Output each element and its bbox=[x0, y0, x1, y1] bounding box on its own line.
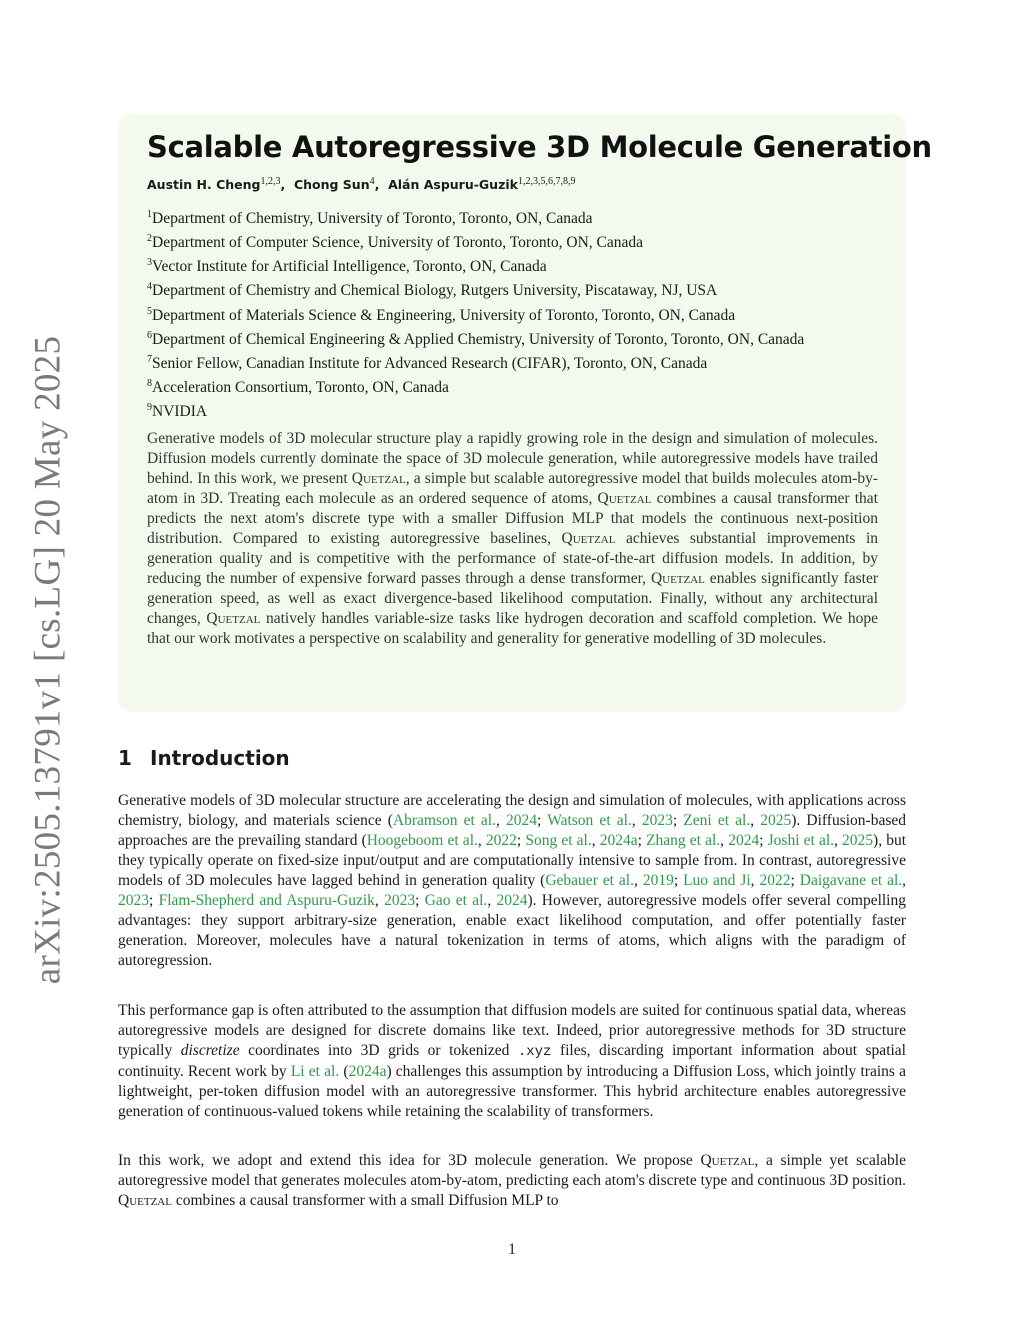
citation-link[interactable]: Watson et al. bbox=[547, 812, 632, 829]
affiliation: $^8$Acceleration Consortium, Toronto, ON, Canada bbox=[147, 378, 449, 397]
abstract-text: Generative models of 3D molecular structure play a rapidly growing role in the design and simulation of molecules. Diffusion models currently dominate the space of 3D molecule generation, while autoregressive models have trailed behind. In this work, we present Quetzal, a simple but scalable autoregressive model that builds molecules atom-by-atom in 3D. Treating each molecule as an ordered sequence of atoms, Quetzal combines a causal transformer that predicts the next atom's discrete type with a smaller Diffusion MLP that models the continuous next-position distribution. Compared to existing autoregressive baselines, Quetzal achieves substantial improvements in generation quality and is competitive with the performance of state-of-the-art diffusion models. In addition, by reducing the number of expensive forward passes through a dense transformer, Quetzal enables significantly faster generation speed, as well as exact divergence-based likelihood computation. Finally, without any architectural changes, Quetzal natively handles variable-size tasks like hydrogen decoration and scaffold completion. We hope that our work motivates a perspective on scalability and generality for generative modelling of 3D molecules. bbox=[147, 430, 879, 647]
citation-link[interactable]: 2023 bbox=[384, 892, 416, 909]
intro-paragraph: This performance gap is often attributed to the assumption that diffusion models are suited for continuous spatial data, whereas autoregressive models are designed for discrete domains like text. Indeed, prior autoregressive methods for 3D structure typically discretize coordinates into 3D grids or tokenized .xyz files, discarding important information about spatial continuity. Recent work by Li et al. (2024a) challenges this assumption by introducing a Diffusion Loss, which jointly trains a lightweight, per-token diffusion model with an autoregressive transformer. This hybrid architecture enables autoregressive generation of continuous-valued tokens while retaining the scalability of transformers. bbox=[118, 1002, 906, 1120]
model-name: Quetzal bbox=[597, 490, 652, 507]
section-heading bbox=[118, 746, 290, 770]
page-number: 1 bbox=[508, 1241, 516, 1258]
author-name: Chong Sun bbox=[293, 177, 370, 193]
author-affiliation-marks: 1,2,3,5,6,7,8,9 bbox=[517, 176, 576, 187]
citation-link[interactable]: 2025 bbox=[842, 832, 874, 849]
affiliation: $^7$Senior Fellow, Canadian Institute for Advanced Research (CIFAR), Toronto, ON, Canada bbox=[147, 353, 708, 373]
citation-link[interactable]: Zeni et al. bbox=[683, 812, 751, 829]
author-affiliation-marks: 1,2,3 bbox=[260, 176, 281, 187]
model-name: Quetzal bbox=[118, 1192, 172, 1209]
citation-link[interactable]: 2024 bbox=[506, 812, 538, 829]
citation-link[interactable]: Joshi et al. bbox=[767, 832, 835, 849]
author-list: Austin H. Cheng$^{1,2,3}$, Chong Sun$^4$, Alán Aspuru-Guzik$^{1,2,3,5,6,7,8,9}$ bbox=[147, 176, 576, 193]
citation-link[interactable]: 2024a bbox=[599, 832, 638, 849]
citation-link[interactable]: Daigavane et al. bbox=[799, 872, 903, 889]
citation-link[interactable]: Hoogeboom et al. bbox=[366, 832, 478, 849]
citation-link[interactable]: 2019 bbox=[642, 872, 674, 889]
affiliation: $^2$Department of Computer Science, University of Toronto, Toronto, ON, Canada bbox=[147, 233, 643, 252]
citation-link[interactable]: 2022 bbox=[485, 832, 517, 849]
citation-link[interactable]: 2023 bbox=[118, 892, 149, 909]
citation-link[interactable]: Flam-Shepherd and Aspuru-Guzik bbox=[158, 892, 375, 909]
model-name: Quetzal bbox=[561, 530, 616, 547]
intro-paragraph: In this work, we adopt and extend this idea for 3D molecule generation. We propose Quetzal, a simple yet scalable autoregressive model that generates molecules atom-by-atom, predicting each atom's discrete type and continuous 3D position. Quetzal combines a causal transformer with a small Diffusion MLP to bbox=[118, 1152, 906, 1209]
citation-link[interactable]: Li et al. bbox=[290, 1063, 340, 1080]
affiliation: $^5$Department of Materials Science & Engineering, University of Toronto, Toronto, ON, Canada bbox=[147, 305, 736, 324]
section-title: Introduction bbox=[150, 746, 290, 770]
model-name: Quetzal bbox=[351, 470, 406, 487]
affiliation: $^3$Vector Institute for Artificial Intelligence, Toronto, ON, Canada bbox=[147, 257, 547, 276]
model-name: Quetzal bbox=[206, 610, 261, 627]
citation-link[interactable]: 2024 bbox=[496, 892, 528, 909]
arxiv-identifier: arXiv:2505.13791v1 [cs.LG] 20 May 2025 bbox=[27, 335, 69, 985]
author-name: Alán Aspuru-Guzik bbox=[388, 177, 518, 193]
intro-paragraph: Generative models of 3D molecular structure are accelerating the design and simulation of molecules, with applications across chemistry, biology, and materials science (Abramson et al., 2024; Watson et al., 2023; Zeni et al., 2025). Diffusion-based approaches are the prevailing standard (Hoogeboom et al., 2022; Song et al., 2024a; Zhang et al., 2024; Joshi et al., 2025), but they typically operate on fixed-size input/output and are computationally intensive to sample from. In contrast, autoregressive models of 3D molecules have lagged behind in generation quality (Gebauer et al., 2019; Luo and Ji, 2022; Daigavane et al., 2023; Flam-Shepherd and Aspuru-Guzik, 2023; Gao et al., 2024). However, autoregressive models offer several compelling advantages: they support arbitrary-size generation, enable exact likelihood computation, and offer potentially faster generation. Moreover, molecules have a natural tokenization in terms of atoms, which aligns with the paradigm of autoregression. bbox=[118, 792, 907, 969]
affiliation: $^4$Department of Chemistry and Chemical Biology, Rutgers University, Piscataway, NJ, USA bbox=[147, 281, 718, 300]
citation-link[interactable]: Song et al. bbox=[525, 832, 592, 849]
citation-link[interactable]: 2022 bbox=[759, 872, 791, 889]
affiliation: $^9$NVIDIA bbox=[147, 402, 208, 421]
citation-link[interactable]: Zhang et al. bbox=[646, 832, 721, 849]
author-affiliation-marks: 4 bbox=[369, 176, 375, 187]
emphasis: discretize bbox=[180, 1042, 240, 1059]
paper-title: Scalable Autoregressive 3D Molecule Generation bbox=[147, 130, 932, 164]
citation-link[interactable]: Gebauer et al. bbox=[545, 872, 634, 889]
model-name: Quetzal bbox=[650, 570, 705, 587]
citation-link[interactable]: 2025 bbox=[760, 812, 792, 829]
citation-link[interactable]: Luo and Ji bbox=[683, 872, 751, 889]
citation-link[interactable]: 2024 bbox=[728, 832, 760, 849]
citation-link[interactable]: Gao et al. bbox=[424, 892, 488, 909]
section-number: 1 bbox=[118, 746, 132, 770]
author-name: Austin H. Cheng bbox=[147, 177, 261, 193]
affiliation-list bbox=[147, 205, 887, 422]
citation-link[interactable]: 2023 bbox=[641, 812, 673, 829]
affiliation: $^6$Department of Chemical Engineering & Applied Chemistry, University of Toronto, Toronto, ON, Canada bbox=[147, 329, 805, 348]
citation-link[interactable]: Abramson et al. bbox=[392, 812, 496, 829]
model-name: Quetzal bbox=[700, 1152, 755, 1169]
affiliation: $^1$Department of Chemistry, University of Toronto, Toronto, ON, Canada bbox=[147, 209, 593, 228]
inline-code: .xyz bbox=[517, 1044, 552, 1060]
citation-link[interactable]: 2024a bbox=[348, 1063, 387, 1080]
